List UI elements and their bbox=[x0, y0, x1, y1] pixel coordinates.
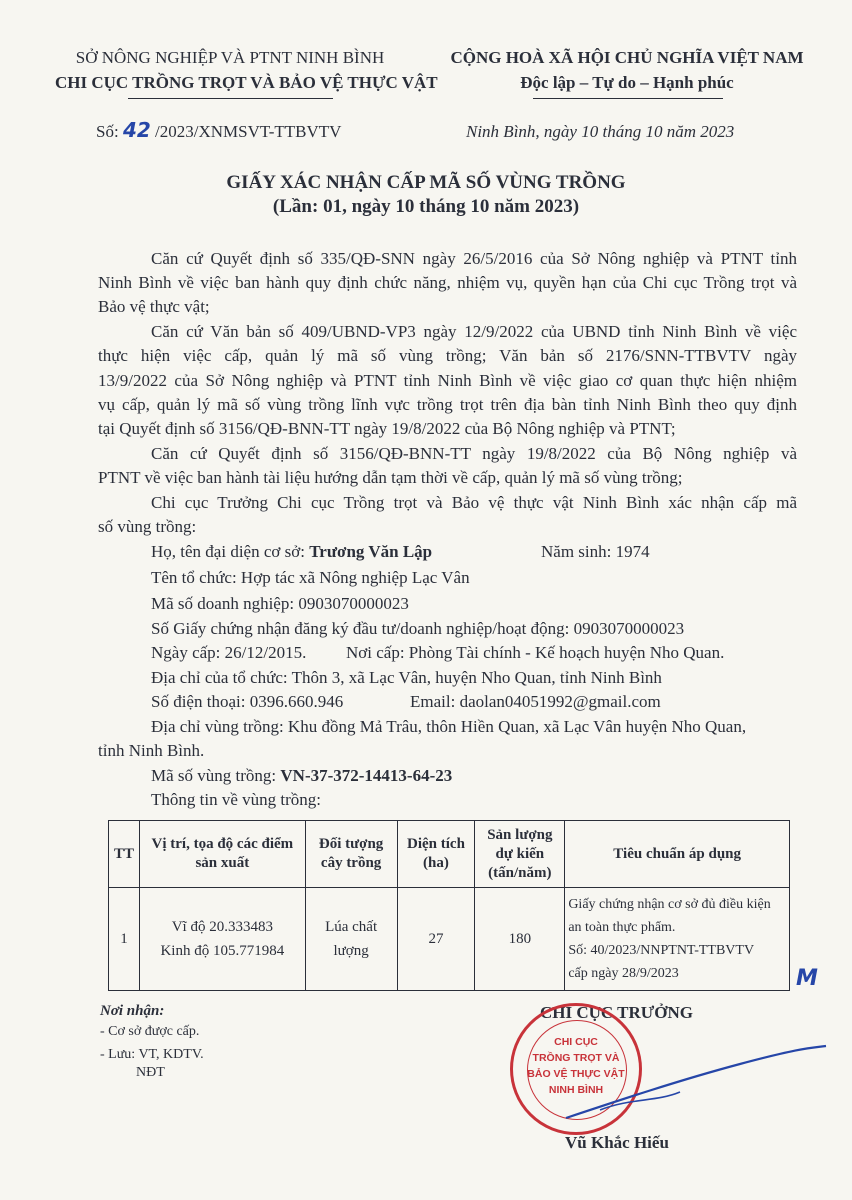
document-number-prefix: Số: bbox=[96, 122, 119, 141]
growing-area-code-label: Mã số vùng trồng: bbox=[151, 766, 277, 785]
col-header-output: Sản lượng dự kiến (tấn/năm) bbox=[475, 821, 565, 888]
birth-year: Năm sinh: 1974 bbox=[541, 542, 650, 561]
department-name: SỞ NÔNG NGHIỆP VÀ PTNT NINH BÌNH bbox=[75, 48, 385, 67]
basis-line: Ninh Bình về việc ban hành quy định chức năng, nhiệm vụ, quyền hạn của Chi cục Trồng trọt và bbox=[98, 273, 797, 292]
document-title: GIẤY XÁC NHẬN CẤP MÃ SỐ VÙNG TRỒNG bbox=[226, 172, 626, 193]
organization-address: Địa chỉ của tổ chức: Thôn 3, xã Lạc Vân, huyện Nho Quan, tỉnh Ninh Bình bbox=[151, 668, 662, 687]
document-number bbox=[96, 118, 341, 145]
recipient-item: NĐT bbox=[136, 1065, 165, 1080]
handwritten-initials: M bbox=[796, 966, 818, 991]
document-subtitle: (Lần: 01, ngày 10 tháng 10 năm 2023) bbox=[272, 196, 580, 217]
col-header-standard: Tiêu chuẩn áp dụng bbox=[565, 821, 790, 888]
recipients-title: Nơi nhận: bbox=[100, 1003, 165, 1019]
cell-longitude: Kinh độ 105.771984 bbox=[160, 943, 285, 959]
col-header-area: Diện tích (ha) bbox=[397, 821, 475, 888]
cell-tt: 1 bbox=[109, 888, 140, 991]
cell-standard-line3: Số: 40/2023/NNPTNT-TTBVTV bbox=[568, 943, 755, 958]
basis-line: tại Quyết định số 3156/QĐ-BNN-TT ngày 19/8/2022 của Bộ Nông nghiệp và PTNT; bbox=[98, 419, 676, 438]
basis-line: Chi cục Trưởng Chi cục Trồng trọt và Bảo vệ thực vật Ninh Bình xác nhận cấp mã bbox=[151, 493, 797, 512]
basis-line: thực hiện việc cấp, quản lý mã số vùng trồng; Văn bản số 2176/SNN-TTBVTV ngày bbox=[98, 346, 797, 365]
document-number-suffix: /2023/XNMSVT-TTBVTV bbox=[155, 122, 342, 141]
col-header-crop: Đối tượng cây trồng bbox=[305, 821, 397, 888]
representative-label: Họ, tên đại diện cơ sở: bbox=[151, 542, 305, 561]
basis-line: 13/9/2022 của Sở Nông nghiệp và PTNT tỉnh Ninh Bình về việc giao cơ quan thực hiện nhiệm bbox=[98, 371, 797, 390]
growing-area-address: Địa chỉ vùng trồng: Khu đồng Mả Trâu, thôn Hiền Quan, xã Lạc Vân huyện Nho Quan, bbox=[151, 717, 747, 736]
basis-line: vụ cấp, quản lý mã số vùng trồng lĩnh vực trồng trọt trên địa bàn tỉnh Ninh Bình theo quy định bbox=[98, 395, 797, 414]
cell-standard-line4: cấp ngày 28/9/2023 bbox=[568, 966, 679, 981]
cell-crop bbox=[305, 888, 397, 991]
signer-title: CHI CỤC TRƯỞNG bbox=[540, 1003, 694, 1022]
basis-line: số vùng trồng: bbox=[98, 517, 197, 536]
cell-crop-line2: lượng bbox=[333, 943, 369, 959]
place-date: Ninh Bình, ngày 10 tháng 10 năm 2023 bbox=[466, 122, 735, 141]
seal-line1: CHI CỤC bbox=[554, 1036, 598, 1048]
basis-line: Bảo vệ thực vật; bbox=[98, 297, 210, 316]
signer-name: Vũ Khắc Hiếu bbox=[565, 1133, 669, 1152]
seal-line4: NINH BÌNH bbox=[548, 1084, 604, 1096]
cell-crop-line1: Lúa chất bbox=[325, 919, 378, 935]
cell-area: 27 bbox=[397, 888, 475, 991]
cell-standard-line2: an toàn thực phẩm. bbox=[568, 920, 676, 935]
email-address: Email: daolan04051992@gmail.com bbox=[410, 692, 661, 711]
basis-line: Căn cứ Văn bản số 409/UBND-VP3 ngày 12/9/2022 của UBND tỉnh Ninh Bình về việc bbox=[151, 322, 797, 341]
signature-stroke bbox=[560, 1040, 830, 1130]
header-left-rule bbox=[128, 98, 333, 99]
organization-name: Tên tổ chức: Hợp tác xã Nông nghiệp Lạc Vân bbox=[151, 568, 470, 587]
cell-location bbox=[139, 888, 305, 991]
growing-area-address-cont: tỉnh Ninh Bình. bbox=[98, 741, 205, 760]
recipient-item: - Cơ sở được cấp. bbox=[100, 1024, 200, 1039]
issue-date: Ngày cấp: 26/12/2015. bbox=[151, 643, 307, 662]
basis-line: PTNT về việc ban hành tài liệu hướng dẫn tạm thời về cấp, quản lý mã số vùng trồng; bbox=[98, 468, 683, 487]
growing-area-info-label: Thông tin về vùng trồng: bbox=[151, 790, 321, 809]
basis-line: Căn cứ Quyết định số 3156/QĐ-BNN-TT ngày 19/8/2022 của Bộ Nông nghiệp và bbox=[151, 444, 797, 463]
growing-area-code bbox=[151, 766, 452, 786]
document-number-handwritten: 42 bbox=[122, 118, 151, 142]
growing-area-code-value: VN-37-372-14413-64-23 bbox=[280, 766, 453, 785]
registration-certificate: Số Giấy chứng nhận đăng ký đầu tư/doanh nghiệp/hoạt động: 0903070000023 bbox=[151, 619, 685, 638]
business-code: Mã số doanh nghiệp: 0903070000023 bbox=[151, 594, 409, 613]
col-header-location: Vị trí, tọa độ các điểm sản xuất bbox=[139, 821, 305, 888]
phone-number: Số điện thoại: 0396.660.946 bbox=[151, 692, 344, 711]
basis-line: Căn cứ Quyết định số 335/QĐ-SNN ngày 26/5/2016 của Sở Nông nghiệp và PTNT tỉnh bbox=[151, 249, 797, 268]
table-header-row bbox=[109, 821, 790, 888]
issue-place: Nơi cấp: Phòng Tài chính - Kế hoạch huyện Nho Quan. bbox=[346, 643, 725, 662]
national-title: CỘNG HOÀ XÃ HỘI CHỦ NGHĨA VIỆT NAM bbox=[450, 48, 804, 67]
cell-output: 180 bbox=[475, 888, 565, 991]
representative-name: Trương Văn Lập bbox=[309, 542, 433, 561]
cell-latitude: Vĩ độ 20.333483 bbox=[171, 919, 273, 935]
seal-line3: BẢO VỆ THỰC VẬT bbox=[527, 1068, 625, 1080]
recipient-item: - Lưu: VT, KDTV. bbox=[100, 1047, 204, 1062]
col-header-tt: TT bbox=[109, 821, 140, 888]
growing-area-table bbox=[108, 820, 790, 991]
table-row bbox=[109, 888, 790, 991]
national-motto: Độc lập – Tự do – Hạnh phúc bbox=[520, 73, 734, 92]
seal-line2: TRỒNG TRỌT VÀ bbox=[532, 1052, 620, 1064]
header-right-rule bbox=[533, 98, 723, 99]
cell-standard-line1: Giấy chứng nhận cơ sở đủ điều kiện bbox=[568, 897, 771, 912]
sub-department-name: CHI CỤC TRỒNG TRỌT VÀ BẢO VỆ THỰC VẬT bbox=[55, 73, 438, 92]
representative bbox=[151, 542, 432, 562]
cell-standard bbox=[565, 888, 790, 991]
